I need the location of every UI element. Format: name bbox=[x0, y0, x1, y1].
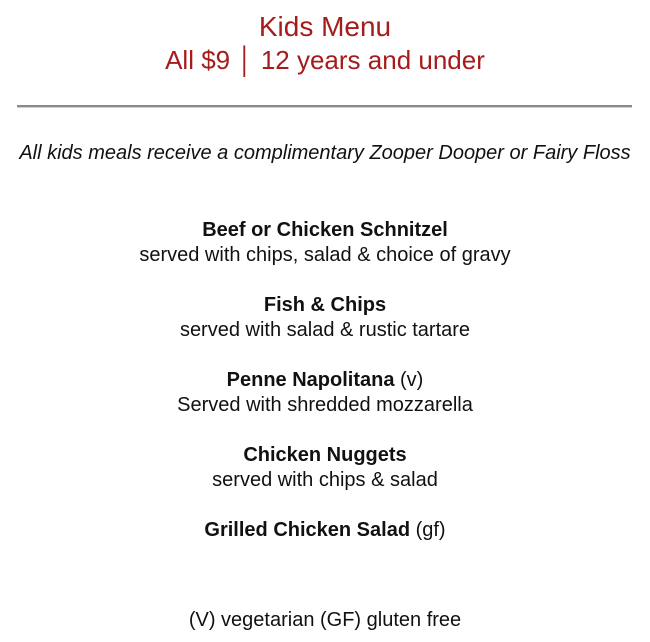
menu-items-list bbox=[0, 218, 650, 568]
item-name-text: Grilled Chicken Salad bbox=[204, 519, 411, 541]
menu-item-description: served with chips & salad bbox=[212, 469, 438, 491]
menu-item bbox=[0, 443, 650, 493]
item-name-text: Penne Napolitana bbox=[226, 369, 395, 391]
dietary-legend: (V) vegetarian (GF) gluten free bbox=[188, 609, 462, 631]
menu-item bbox=[0, 518, 650, 543]
menu-item-name bbox=[0, 293, 650, 318]
dietary-tag: (v) bbox=[394, 369, 424, 391]
menu-item-description: served with salad & rustic tartare bbox=[179, 319, 471, 341]
menu-item bbox=[0, 293, 650, 343]
menu-item-description: Served with shredded mozzarella bbox=[177, 394, 473, 416]
item-name-text: Fish & Chips bbox=[263, 294, 387, 316]
menu-item-name bbox=[0, 218, 650, 243]
item-name-text: Chicken Nuggets bbox=[243, 444, 407, 466]
menu-header bbox=[0, 10, 650, 76]
divider bbox=[17, 105, 632, 108]
menu-title: Kids Menu bbox=[258, 11, 392, 42]
item-name-text: Beef or Chicken Schnitzel bbox=[202, 219, 448, 241]
menu-item bbox=[0, 368, 650, 418]
menu-item-name bbox=[0, 368, 650, 393]
menu-subtitle: All $9 │ 12 years and under bbox=[165, 45, 485, 75]
menu-item-name bbox=[0, 518, 650, 543]
dietary-tag: (gf) bbox=[410, 519, 446, 541]
menu-item-name bbox=[0, 443, 650, 468]
complimentary-note: All kids meals receive a complimentary Zooper Dooper or Fairy Floss bbox=[19, 142, 631, 164]
menu-item-description: served with chips, salad & choice of gravy bbox=[139, 244, 511, 266]
menu-item bbox=[0, 218, 650, 268]
